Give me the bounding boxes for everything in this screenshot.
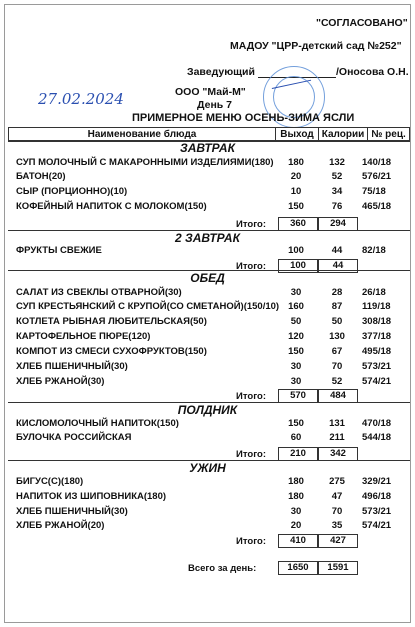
day-label: День 7	[197, 99, 233, 111]
column-cal-header: Калории	[319, 128, 368, 142]
menu-row	[0, 171, 415, 186]
menu-row	[0, 491, 415, 506]
dish-recipe-number: 573/21	[362, 361, 392, 372]
organization-name: МАДОУ "ЦРР-детский сад №252"	[230, 40, 402, 52]
section-title: ЗАВТРАК	[180, 141, 235, 155]
menu-row	[0, 432, 415, 447]
section-total-out: 100	[278, 259, 318, 273]
section-total-label: Итого:	[236, 219, 266, 230]
section-total-out: 210	[278, 447, 318, 461]
dish-name: БУЛОЧКА РОССИЙСКАЯ	[16, 432, 132, 443]
dish-calories: 130	[329, 331, 345, 342]
section-total-out: 410	[278, 534, 318, 548]
dish-recipe-number: 470/18	[362, 418, 392, 429]
dish-output: 10	[290, 186, 302, 197]
dish-recipe-number: 329/21	[362, 476, 392, 487]
dish-calories: 132	[329, 157, 345, 168]
dish-calories: 70	[331, 506, 343, 517]
dish-output: 30	[290, 506, 302, 517]
menu-row	[0, 331, 415, 346]
section-total-row	[0, 534, 415, 549]
dish-output: 180	[288, 491, 304, 502]
menu-row	[0, 316, 415, 331]
dish-recipe-number: 119/18	[362, 301, 391, 312]
section-title: УЖИН	[189, 461, 226, 475]
dish-recipe-number: 496/18	[362, 491, 392, 502]
dish-name: БИГУС(С)(180)	[16, 476, 84, 487]
dish-calories: 52	[331, 171, 343, 182]
menu-title: ПРИМЕРНОЕ МЕНЮ ОСЕНЬ-ЗИМА ЯСЛИ	[132, 112, 355, 124]
dish-output: 120	[288, 331, 304, 342]
dish-recipe-number: 495/18	[362, 346, 392, 357]
dish-name: СЫР (ПОРЦИОННО)(10)	[16, 186, 128, 197]
section-total-label: Итого:	[236, 391, 266, 402]
dish-recipe-number: 140/18	[362, 157, 392, 168]
section-total-label: Итого:	[236, 449, 266, 460]
head-label: Заведующий	[187, 66, 255, 78]
dish-name: НАПИТОК ИЗ ШИПОВНИКА(180)	[16, 491, 167, 502]
approval-title: "СОГЛАСОВАНО"	[316, 17, 408, 29]
dish-calories: 35	[331, 520, 343, 531]
dish-output: 20	[290, 520, 302, 531]
dish-calories: 70	[331, 361, 343, 372]
dish-output: 50	[290, 316, 302, 327]
dish-calories: 44	[331, 245, 343, 256]
dish-recipe-number: 82/18	[362, 245, 386, 256]
dish-recipe-number: 576/21	[362, 171, 392, 182]
menu-row	[0, 186, 415, 201]
dish-calories: 131	[329, 418, 345, 429]
dish-recipe-number: 574/21	[362, 376, 392, 387]
dish-calories: 28	[331, 287, 343, 298]
section-total-cal: 44	[318, 259, 358, 273]
dish-recipe-number: 75/18	[362, 186, 386, 197]
dish-output: 150	[288, 201, 304, 212]
dish-name: КАРТОФЕЛЬНОЕ ПЮРЕ(120)	[16, 331, 151, 342]
dish-name: ХЛЕБ ПШЕНИЧНЫЙ(30)	[16, 506, 128, 517]
grand-total-row	[0, 561, 415, 576]
dish-output: 30	[290, 287, 302, 298]
menu-row	[0, 287, 415, 302]
menu-row	[0, 476, 415, 491]
dish-recipe-number: 544/18	[362, 432, 392, 443]
section-title: ПОЛДНИК	[177, 403, 238, 417]
dish-output: 180	[288, 476, 304, 487]
section-total-cal: 427	[318, 534, 358, 548]
company-name: ООО "Май-М"	[175, 86, 246, 98]
menu-row	[0, 361, 415, 376]
grand-total-cal: 1591	[318, 561, 358, 575]
dish-output: 160	[288, 301, 304, 312]
dish-calories: 52	[331, 376, 343, 387]
dish-recipe-number: 465/18	[362, 201, 392, 212]
menu-row	[0, 157, 415, 172]
dish-name: САЛАТ ИЗ СВЕКЛЫ ОТВАРНОЙ(30)	[16, 287, 182, 298]
dish-output: 150	[288, 346, 304, 357]
dish-recipe-number: 308/18	[362, 316, 392, 327]
section-title: 2 ЗАВТРАК	[175, 231, 240, 245]
grand-total-out: 1650	[278, 561, 318, 575]
dish-name: СУП КРЕСТЬЯНСКИЙ С КРУПОЙ(СО СМЕТАНОЙ)(150/10)	[16, 301, 280, 312]
dish-calories: 87	[331, 301, 343, 312]
dish-name: СУП МОЛОЧНЫЙ С МАКАРОННЫМИ ИЗДЕЛИЯМИ(180)	[16, 157, 274, 168]
section-title: ОБЕД	[190, 271, 225, 285]
dish-output: 60	[290, 432, 302, 443]
dish-name: КИСЛОМОЛОЧНЫЙ НАПИТОК(150)	[16, 418, 179, 429]
dish-name: КОФЕЙНЫЙ НАПИТОК С МОЛОКОМ(150)	[16, 201, 207, 212]
dish-calories: 47	[331, 491, 343, 502]
dish-name: ХЛЕБ РЖАНОЙ(20)	[16, 520, 105, 531]
dish-output: 180	[288, 157, 304, 168]
dish-output: 30	[290, 376, 302, 387]
dish-output: 30	[290, 361, 302, 372]
section-total-cal: 342	[318, 447, 358, 461]
dish-recipe-number: 573/21	[362, 506, 392, 517]
menu-row	[0, 506, 415, 521]
grand-total-label: Всего за день:	[188, 563, 257, 574]
head-name: /Оносова О.Н.	[336, 66, 409, 78]
dish-output: 150	[288, 418, 304, 429]
dish-name: КОТЛЕТА РЫБНАЯ ЛЮБИТЕЛЬСКАЯ(50)	[16, 316, 207, 327]
dish-name: ХЛЕБ РЖАНОЙ(30)	[16, 376, 105, 387]
handwritten-date: 27.02.2024	[38, 90, 124, 108]
dish-calories: 50	[331, 316, 343, 327]
dish-name: ХЛЕБ ПШЕНИЧНЫЙ(30)	[16, 361, 128, 372]
dish-calories: 76	[331, 201, 343, 212]
section-total-label: Итого:	[236, 261, 266, 272]
dish-name: БАТОН(20)	[16, 171, 66, 182]
dish-recipe-number: 377/18	[362, 331, 392, 342]
dish-output: 100	[288, 245, 304, 256]
dish-calories: 67	[331, 346, 343, 357]
menu-row	[0, 346, 415, 361]
dish-recipe-number: 26/18	[362, 287, 386, 298]
column-name-header: Наименование блюда	[9, 128, 276, 142]
section-total-cal: 294	[318, 217, 358, 231]
menu-row	[0, 520, 415, 535]
dish-name: ФРУКТЫ СВЕЖИЕ	[16, 245, 102, 256]
section-total-label: Итого:	[236, 536, 266, 547]
menu-row	[0, 245, 415, 260]
menu-row	[0, 201, 415, 216]
section-total-out: 360	[278, 217, 318, 231]
menu-row	[0, 301, 415, 316]
section-total-cal: 484	[318, 389, 358, 403]
dish-recipe-number: 574/21	[362, 520, 392, 531]
dish-calories: 211	[329, 432, 345, 443]
dish-output: 20	[290, 171, 302, 182]
column-rec-header: № рец.	[368, 128, 410, 142]
section-total-out: 570	[278, 389, 318, 403]
menu-row	[0, 418, 415, 433]
dish-calories: 34	[331, 186, 343, 197]
dish-calories: 275	[329, 476, 345, 487]
column-out-header: Выход	[276, 128, 319, 142]
dish-name: КОМПОТ ИЗ СМЕСИ СУХОФРУКТОВ(150)	[16, 346, 207, 357]
